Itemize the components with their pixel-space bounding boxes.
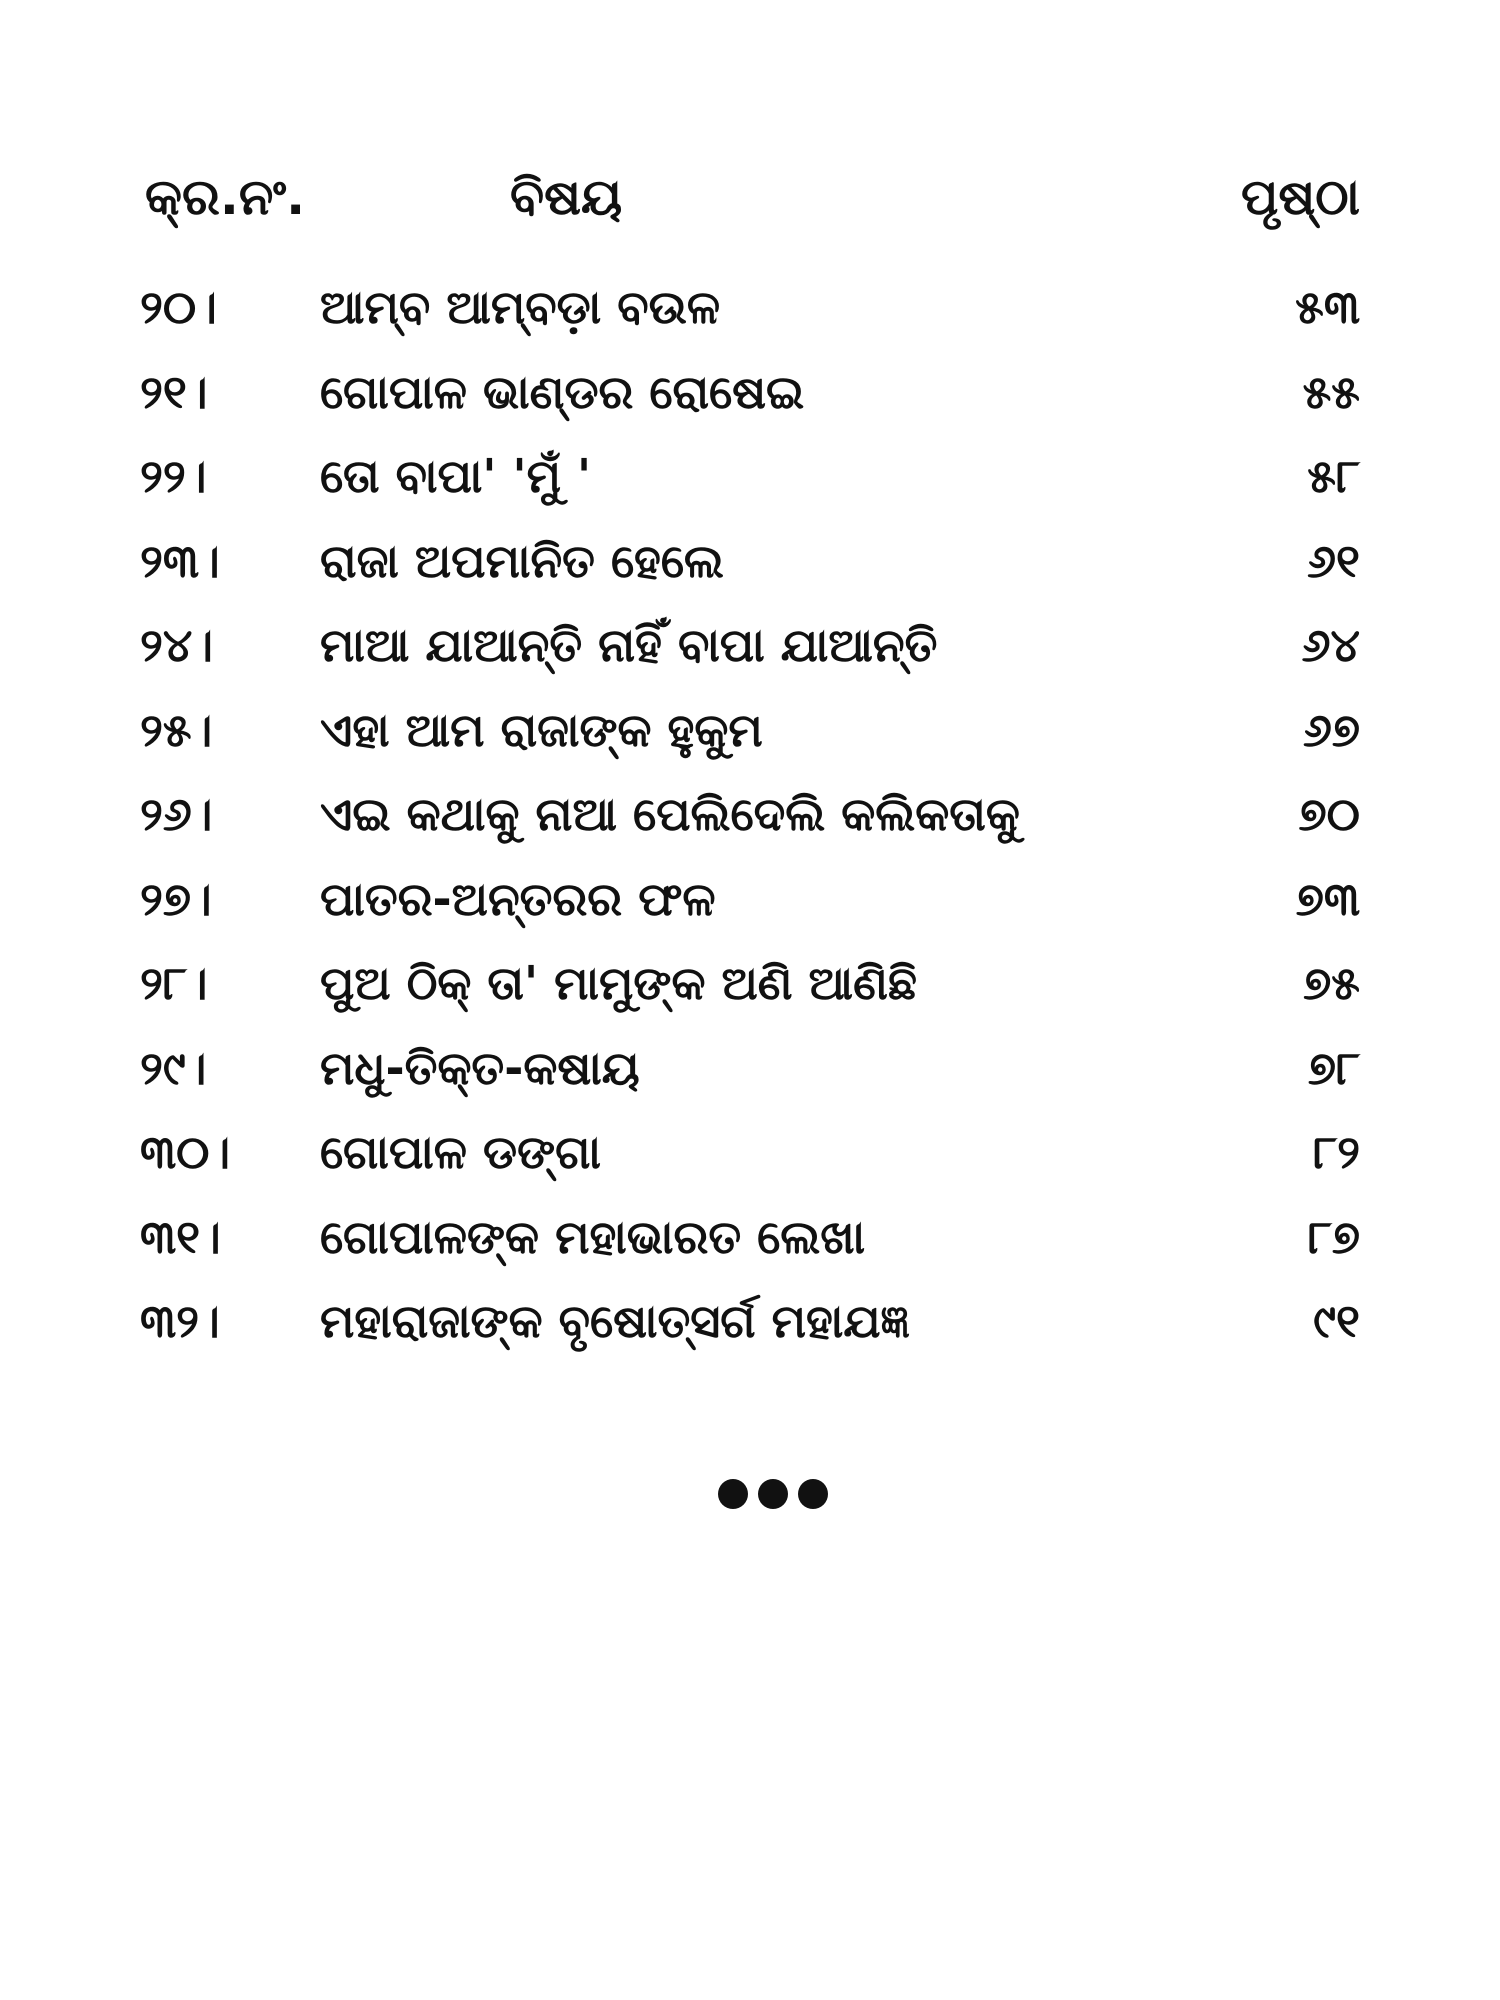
entry-number: ୨୨। xyxy=(140,449,207,503)
entry-page: ୬୭ xyxy=(1302,702,1360,757)
entry-page: ୭୩ xyxy=(1295,871,1360,926)
entry-page: ୭୫ xyxy=(1303,956,1360,1010)
entry-number: ୨୦। xyxy=(140,280,217,334)
ornament-dot xyxy=(718,1479,748,1509)
entry-title: ରାଜା ଅପମାନିତ ହେଲେ xyxy=(320,533,724,588)
entry-title: ତୋ ବାପା' 'ମୁଁ ' xyxy=(320,449,592,503)
entry-page: ୭୮ xyxy=(1307,1040,1360,1095)
entry-title: ମାଆ ଯାଆନ୍ତି ନାହିଁ ବାପା ଯାଆନ୍ତି xyxy=(320,618,938,672)
toc-row xyxy=(0,787,1500,872)
entry-page: ୬୪ xyxy=(1301,618,1360,672)
toc-row xyxy=(0,1125,1500,1210)
toc-row xyxy=(0,1294,1500,1379)
entry-title: ଏଇ କଥାକୁ ନାଆ ପେଲିଦେଲି କଲିକତାକୁ xyxy=(320,787,1020,841)
toc-row xyxy=(0,703,1500,788)
toc-row xyxy=(0,449,1500,534)
entry-title: ଗୋପାଳ ଭାଣ୍ଡର ରୋଷେଇ xyxy=(320,364,805,419)
toc-header xyxy=(0,168,1500,248)
entry-number: ୨୩। xyxy=(140,533,220,588)
entry-number: ୩୦। xyxy=(140,1125,231,1179)
entry-page: ୯୧ xyxy=(1313,1294,1360,1348)
entry-page: ୬୧ xyxy=(1307,533,1360,588)
entry-title: ପୁଅ ଠିକ୍ ତା' ମାମୁଙ୍କ ଅଣି ଆଣିଛି xyxy=(320,956,918,1010)
entry-title: ମଧୁ-ତିକ୍ତ-କଷାୟ xyxy=(320,1040,640,1095)
entry-title: ମହାରାଜାଙ୍କ ବୃଷୋତ୍ସର୍ଗ ମହାଯଜ୍ଞ xyxy=(320,1294,911,1348)
entry-number: ୨୮। xyxy=(140,956,208,1010)
entry-number: ୩୨। xyxy=(140,1294,220,1348)
entry-title: ଆମ୍ବ ଆମ୍ବଡ଼ା ବଉଳ xyxy=(320,280,721,334)
entry-number: ୩୧। xyxy=(140,1209,221,1264)
entry-page: ୭୦ xyxy=(1298,787,1360,841)
entry-number: ୨୧। xyxy=(140,364,208,419)
entry-number: ୨୯। xyxy=(140,1040,207,1095)
entry-number: ୨୪। xyxy=(140,618,214,672)
toc-row xyxy=(0,280,1500,365)
entry-title: ଏହା ଆମ ରାଜାଙ୍କ ହୁକୁମ xyxy=(320,702,763,757)
entry-title: ଗୋପାଳ ଡଙ୍ଗା xyxy=(320,1125,601,1179)
entry-page: ୫୩ xyxy=(1295,280,1360,334)
end-ornament xyxy=(718,1478,828,1510)
toc-row xyxy=(0,365,1500,450)
toc-row xyxy=(0,534,1500,619)
ornament-dot xyxy=(798,1479,828,1509)
entry-number: ୨୬। xyxy=(140,787,213,841)
entry-title: ଗୋପାଳଙ୍କ ମହାଭାରତ ଲେଖା xyxy=(320,1209,866,1264)
page-heading: ପୃଷ୍ଠା xyxy=(1240,168,1360,226)
entry-page: ୮୨ xyxy=(1313,1125,1360,1179)
entry-page: ୫୫ xyxy=(1302,364,1360,419)
toc-row xyxy=(0,872,1500,957)
subject-heading: ବିଷୟ xyxy=(510,168,623,226)
toc-row xyxy=(0,956,1500,1041)
toc-row xyxy=(0,1210,1500,1295)
toc-row xyxy=(0,1041,1500,1126)
entry-number: ୨୭। xyxy=(140,871,212,926)
toc-row xyxy=(0,618,1500,703)
ornament-dot xyxy=(758,1479,788,1509)
toc-list xyxy=(0,280,1500,1379)
entry-title: ପାତର-ଅନ୍ତରର ଫଳ xyxy=(320,871,716,926)
entry-number: ୨୫। xyxy=(140,702,213,757)
entry-page: ୮୭ xyxy=(1307,1209,1360,1264)
entry-page: ୫୮ xyxy=(1307,449,1360,503)
serial-number-heading: କ୍ର.ନଂ. xyxy=(145,168,306,226)
